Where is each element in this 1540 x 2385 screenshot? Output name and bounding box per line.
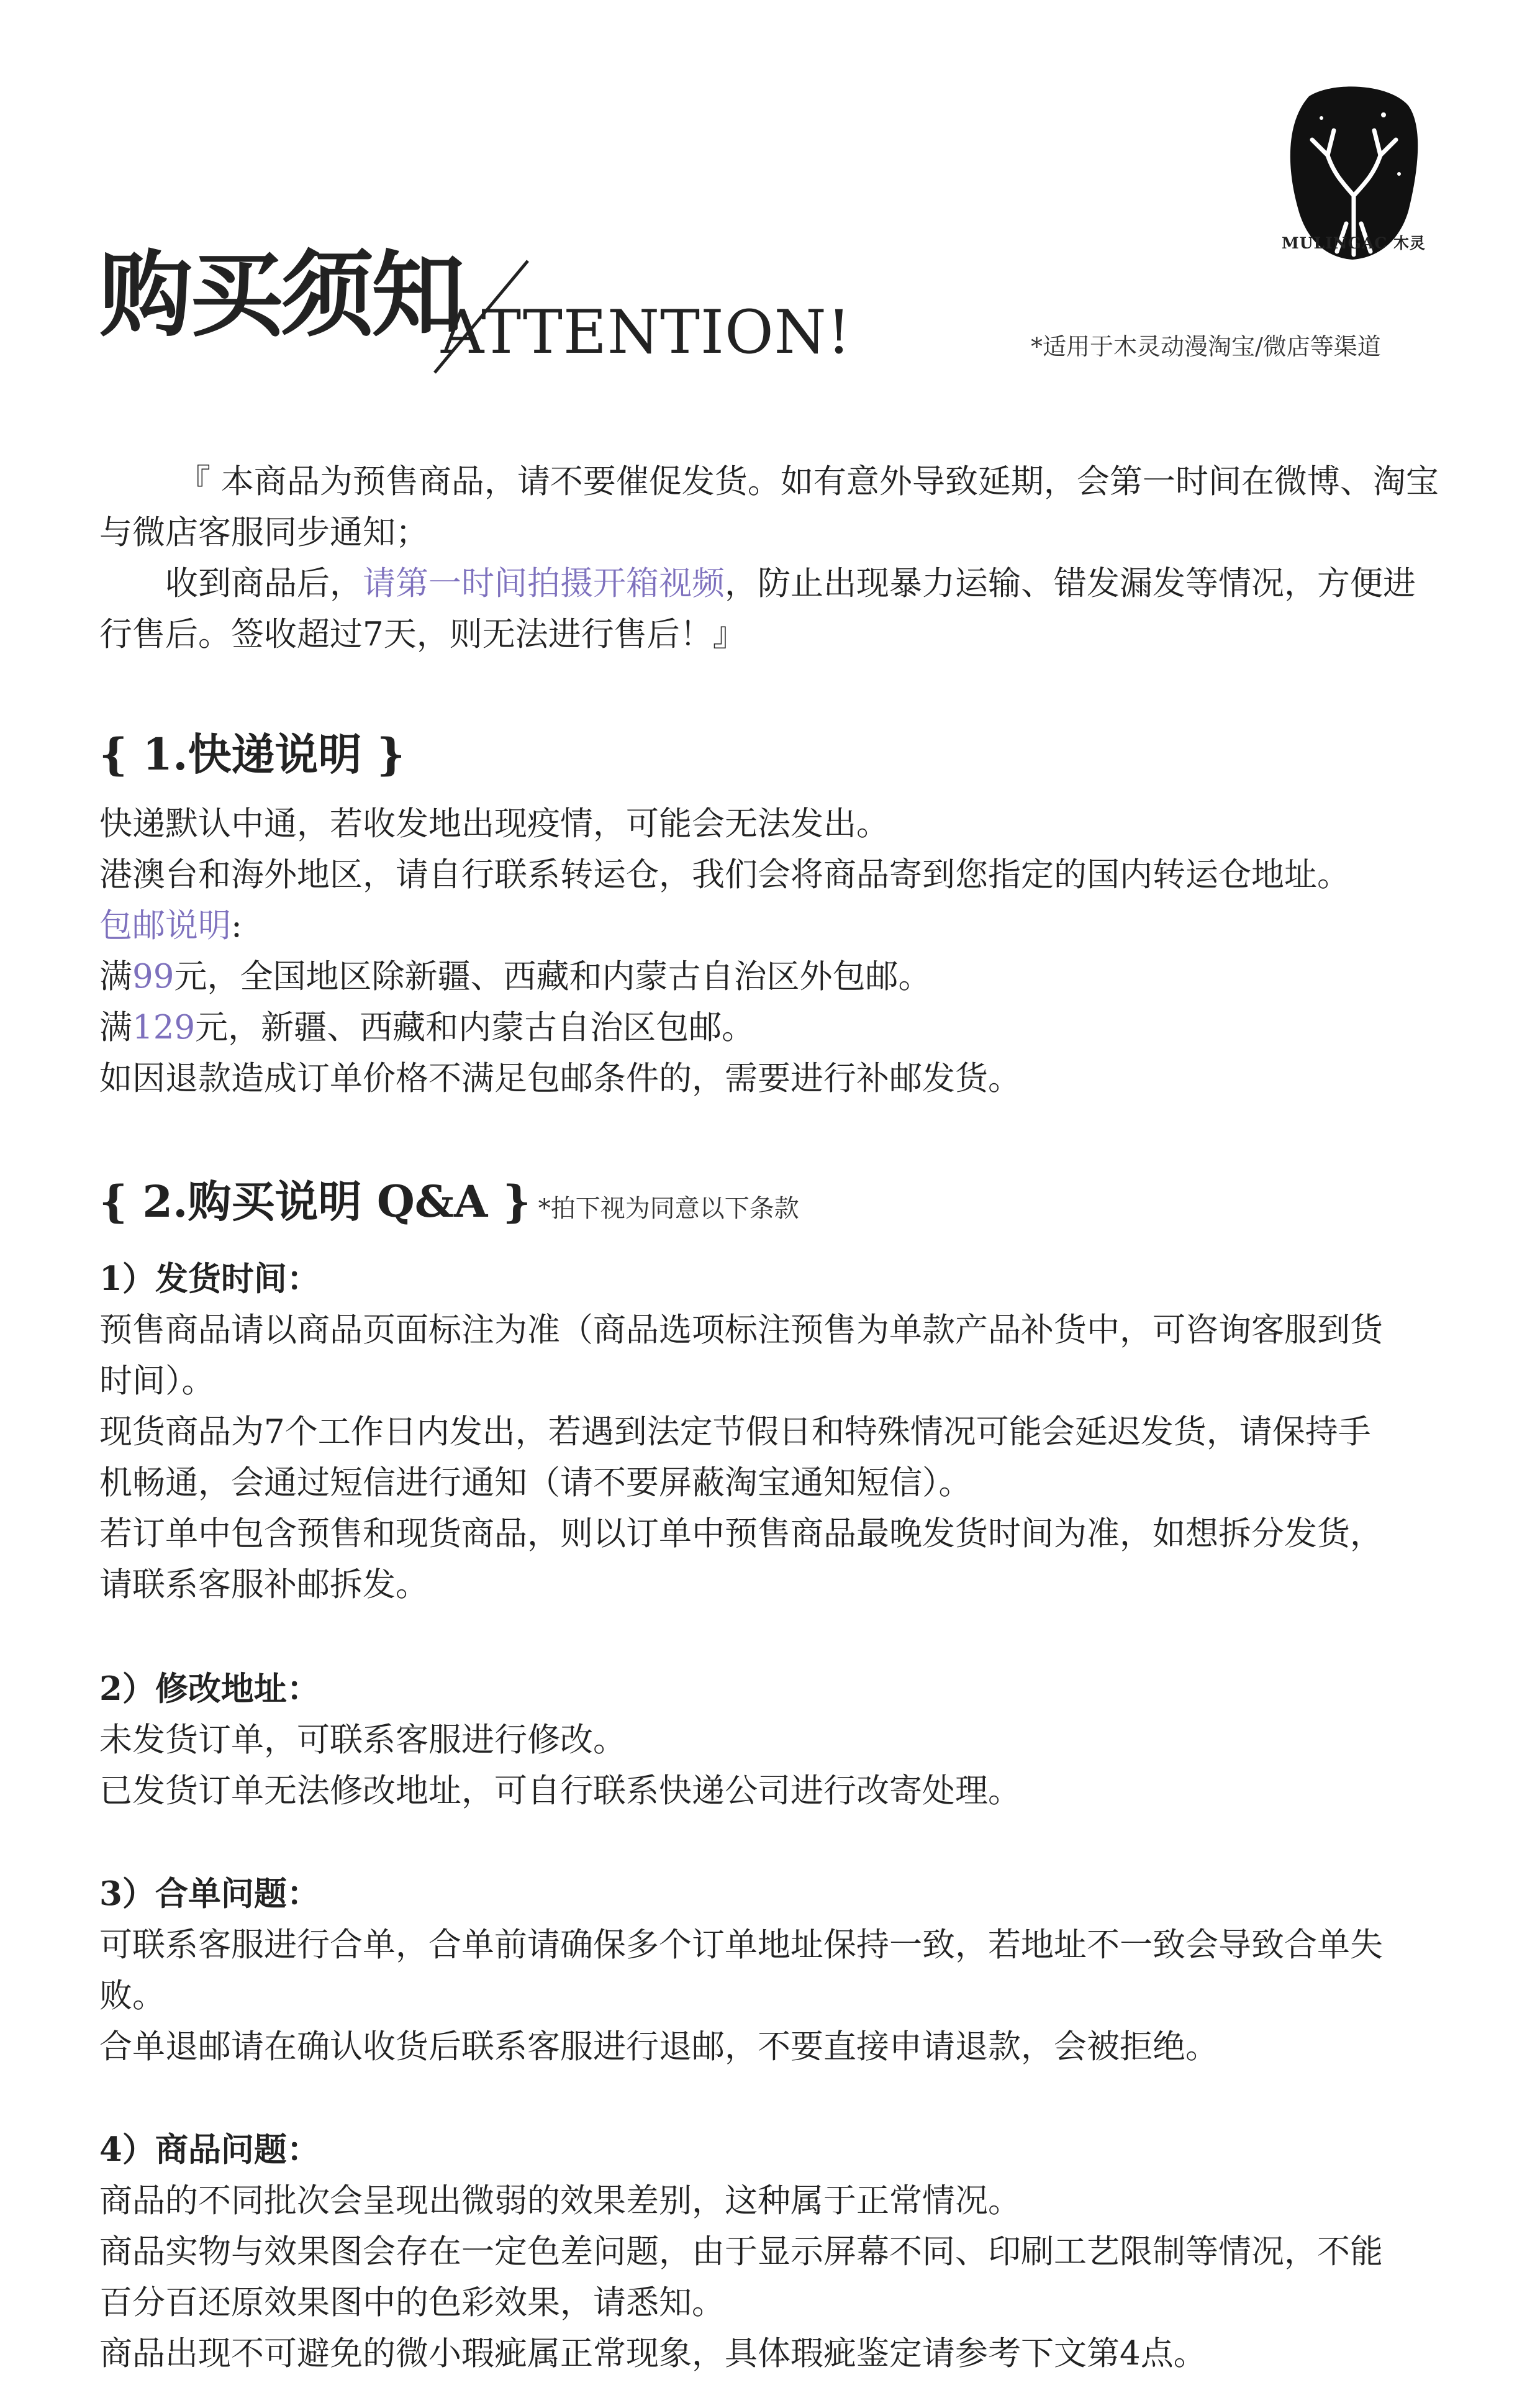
q3-line-1: 可联系客服进行合单，合单前请确保多个订单地址保持一致，若地址不一致会导致合单失 — [99, 1926, 1383, 1964]
q3-line-3: 合单退邮请在确认收货后联系客服进行退邮，不要直接申请退款，会被拒绝。 — [99, 2028, 1218, 2066]
rule-2-text: 元，新疆、西藏和内蒙古自治区包邮。 — [195, 1009, 755, 1047]
q1-line-5: 若订单中包含预售和现货商品，则以订单中预售商品最晚发货时间为准，如想拆分发货， — [99, 1515, 1383, 1553]
section-2-note: *拍下视为同意以下条款 — [538, 1194, 799, 1223]
intro-text-1: 『 本商品为预售商品，请不要催促发货。如有意外导致延期，会第一时间在微博、淘宝与微店客服同步通知； — [99, 463, 1439, 552]
q2-line-2: 已发货订单无法修改地址，可自行联系快递公司进行改寄处理。 — [99, 1772, 1021, 1810]
q4-line-1: 商品的不同批次会呈现出微弱的效果差别，这种属于正常情况。 — [99, 2182, 1021, 2220]
free-shipping-title: 包邮说明 — [99, 907, 231, 945]
page-subtitle: ATTENTION! — [441, 298, 852, 367]
intro-highlight: 请第一时间拍摄开箱视频 — [363, 565, 725, 602]
q2-title: 2）修改地址： — [99, 1670, 320, 1708]
shipping-line-2: 港澳台和海外地区，请自行联系转运仓，我们会将商品寄到您指定的国内转运仓地址。 — [99, 856, 1350, 894]
intro-paragraph-1 — [99, 457, 1441, 558]
free-shipping-colon: : — [231, 907, 242, 945]
q1-line-1: 预售商品请以商品页面标注为准（商品选项标注预售为单款产品补货中，可咨询客服到货 — [99, 1311, 1383, 1349]
q1-line-2: 时间）。 — [99, 1362, 215, 1400]
free-shipping-rule-1 — [99, 958, 931, 996]
q4-title: 4）商品问题： — [99, 2130, 320, 2169]
q4-line-4: 商品出现不可避免的微小瑕疵属正常现象，具体瑕疵鉴定请参考下文第4点。 — [99, 2335, 1207, 2373]
q4-line-2: 商品实物与效果图会存在一定色差问题，由于显示屏幕不同、印刷工艺限制等情况，不能 — [99, 2233, 1383, 2271]
rule-2-amount: 129 — [132, 1009, 196, 1047]
section-2-heading — [99, 1176, 799, 1227]
page-title: 购买须知 — [99, 240, 463, 350]
logo-text: MULINGAC 木灵 — [1282, 234, 1426, 252]
q1-title: 1）发货时间： — [99, 1260, 320, 1298]
q1-line-6: 请联系客服补邮拆发。 — [99, 1566, 428, 1604]
intro-text-2b: ，防止出现暴力运输、错发漏发等情况，方便进行售后。签收超过7天，则无法进行售后！』 — [99, 565, 1416, 653]
shipping-line-1: 快递默认中通，若收发地出现疫情，可能会无法发出。 — [99, 805, 889, 843]
free-shipping-label — [99, 907, 242, 945]
channel-note: *适用于木灵动漫淘宝/微店等渠道 — [1031, 333, 1381, 360]
shipping-line-3: 如因退款造成订单价格不满足包邮条件的，需要进行补邮发货。 — [99, 1060, 1021, 1097]
intro-text-2a: 收到商品后， — [165, 565, 363, 602]
rule-1-text: 元，全国地区除新疆、西藏和内蒙古自治区外包邮。 — [174, 958, 931, 996]
rule-2-prefix: 满 — [99, 1009, 132, 1047]
q1-line-3: 现货商品为7个工作日内发出，若遇到法定节假日和特殊情况可能会延迟发货，请保持手 — [99, 1413, 1371, 1451]
free-shipping-rule-2 — [99, 1009, 755, 1047]
q1-line-4: 机畅通，会通过短信进行通知（请不要屏蔽淘宝通知短信）。 — [99, 1464, 972, 1502]
rule-1-amount: 99 — [132, 958, 174, 996]
rule-1-prefix: 满 — [99, 958, 132, 996]
q4-line-3: 百分百还原效果图中的色彩效果，请悉知。 — [99, 2284, 725, 2322]
q2-line-1: 未发货订单，可联系客服进行修改。 — [99, 1721, 626, 1759]
section-2-title: { 2.购买说明 Q&A } — [99, 1176, 531, 1227]
q3-title: 3）合单问题： — [99, 1874, 320, 1913]
section-1-heading: { 1.快递说明 } — [99, 729, 405, 780]
q3-line-2: 败。 — [99, 1977, 165, 2015]
intro-paragraph-2 — [99, 558, 1441, 660]
